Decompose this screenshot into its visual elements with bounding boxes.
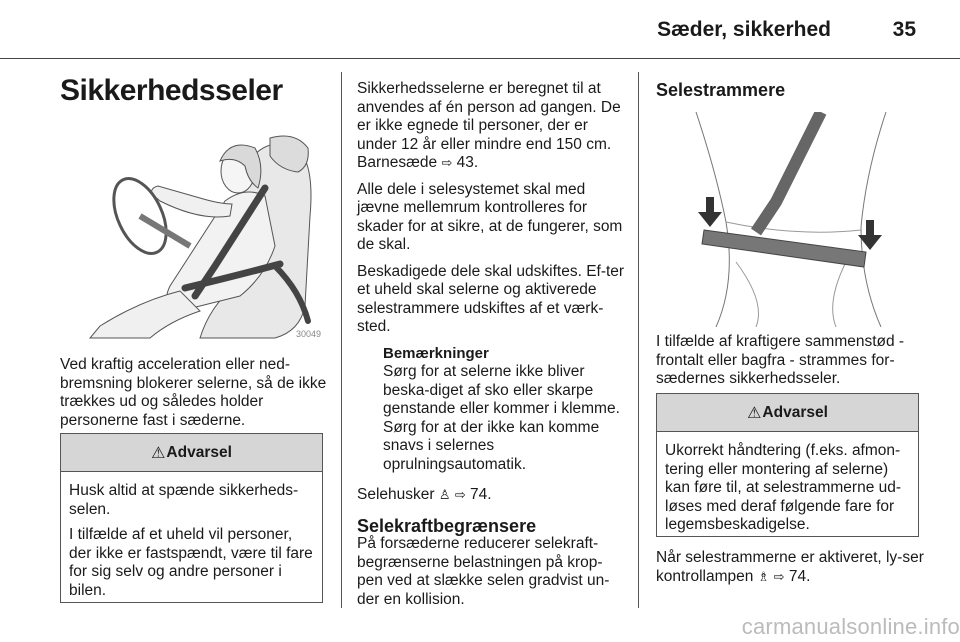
header-rule: [0, 58, 960, 59]
usage-text: Sikkerhedsselerne er beregnet til at anvendes af én person ad gangen. De er ikke egnede til personer, der er under 12 år eller mindre end 150 cm. Barnesæde: [357, 80, 621, 171]
reminder-text: Selehusker: [357, 486, 435, 503]
reminder-paragraph: [357, 486, 627, 505]
inspection-paragraph: Alle dele i selesystemet skal med jævne mellemrum kontrolleres for skader for at sikre, at de fungerer, som de skal.: [357, 180, 623, 253]
seatbelt-driver-illustration: [60, 126, 323, 341]
warning-text-2: Ukorrekt håndtering (f.eks. afmon-tering eller montering af selerne) kan føre til, at selestrammerne ud-løses med deraf følgende fare for legemsbeskadigelse.: [665, 442, 902, 533]
page-reference-arrow-icon: ⇨: [441, 155, 453, 170]
column-divider-1: [341, 72, 342, 608]
usage-ref: 43.: [456, 154, 479, 171]
note-body: Sørg for at selerne ikke bliver beska-diget af sko eller skarpe genstande eller kommer i klemme. Sørg for at der ikke kan komme snavs i selernes oprulningsautomatik.: [383, 363, 620, 473]
warning-label-1: Advarsel: [166, 443, 232, 461]
warning-header-1: [61, 434, 322, 472]
middle-column-text: [357, 80, 627, 609]
warning-text-1b: I tilfælde af et uheld vil personer, der ikke er fastspændt, være til fare for sig selv og andre personer i bilen.: [69, 526, 313, 599]
warning-triangle-icon: ⚠: [747, 404, 762, 422]
watermark: carmanualsonline.info: [741, 614, 960, 639]
indicator-paragraph: [656, 549, 926, 586]
pretensioner-illustration: [656, 112, 919, 327]
pretensioner-paragraph: I tilfælde af kraftigere sammenstød - frontalt eller bagfra - strammes for-sædernes sikkerhedsseler.: [656, 333, 905, 387]
seatbelt-reminder-icon: ♙: [438, 487, 451, 502]
page-reference-arrow-icon: ⇨: [454, 487, 466, 502]
load-limiter-heading: Selekraftbegrænsere: [357, 515, 537, 536]
usage-paragraph: [357, 80, 627, 173]
figure-number: 30049: [295, 329, 321, 339]
note-block: [357, 345, 627, 475]
indicator-ref: 74.: [788, 567, 811, 585]
warning-text-1a: Husk altid at spænde sikkerheds-selen.: [69, 482, 299, 518]
note-heading: Bemærkninger: [383, 344, 489, 362]
warning-triangle-icon: ⚠: [151, 444, 166, 462]
warning-header-2: [657, 394, 918, 432]
page-reference-arrow-icon: ⇨: [773, 568, 785, 584]
running-header-title: Sæder, sikkerhed: [657, 18, 831, 41]
intro-paragraph: Ved kraftig acceleration eller ned-bremsning blokerer selerne, så de ikke trækkes ud og således holder personerne fast i sæderne.: [60, 356, 327, 429]
page-number: 35: [892, 18, 916, 41]
column-divider-2: [638, 72, 639, 608]
replacement-paragraph: Beskadigede dele skal udskiftes. Ef-ter et uheld skal selerne og aktiverede selestrammere udskiftes af et værk-sted.: [357, 262, 625, 335]
warning-box-2: [656, 393, 919, 537]
section-title: Sikkerhedsseler: [60, 74, 283, 107]
load-limiter-paragraph: På forsæderne reducerer selekraft-begrænserne belastningen på krop-pen ved at slække selen gradvist un-der en kollision.: [357, 535, 610, 608]
indicator-text: Når selestrammerne er aktiveret, ly-ser kontrollampen: [656, 549, 924, 585]
warning-label-2: Advarsel: [762, 403, 828, 421]
pretensioner-illustration-svg: [656, 112, 919, 327]
reminder-ref: 74.: [470, 486, 492, 503]
pretensioner-heading: Selestrammere: [656, 80, 786, 100]
driver-illustration-svg: [60, 126, 323, 341]
warning-box-1: [60, 433, 323, 603]
airbag-indicator-icon: ♗: [757, 568, 770, 584]
